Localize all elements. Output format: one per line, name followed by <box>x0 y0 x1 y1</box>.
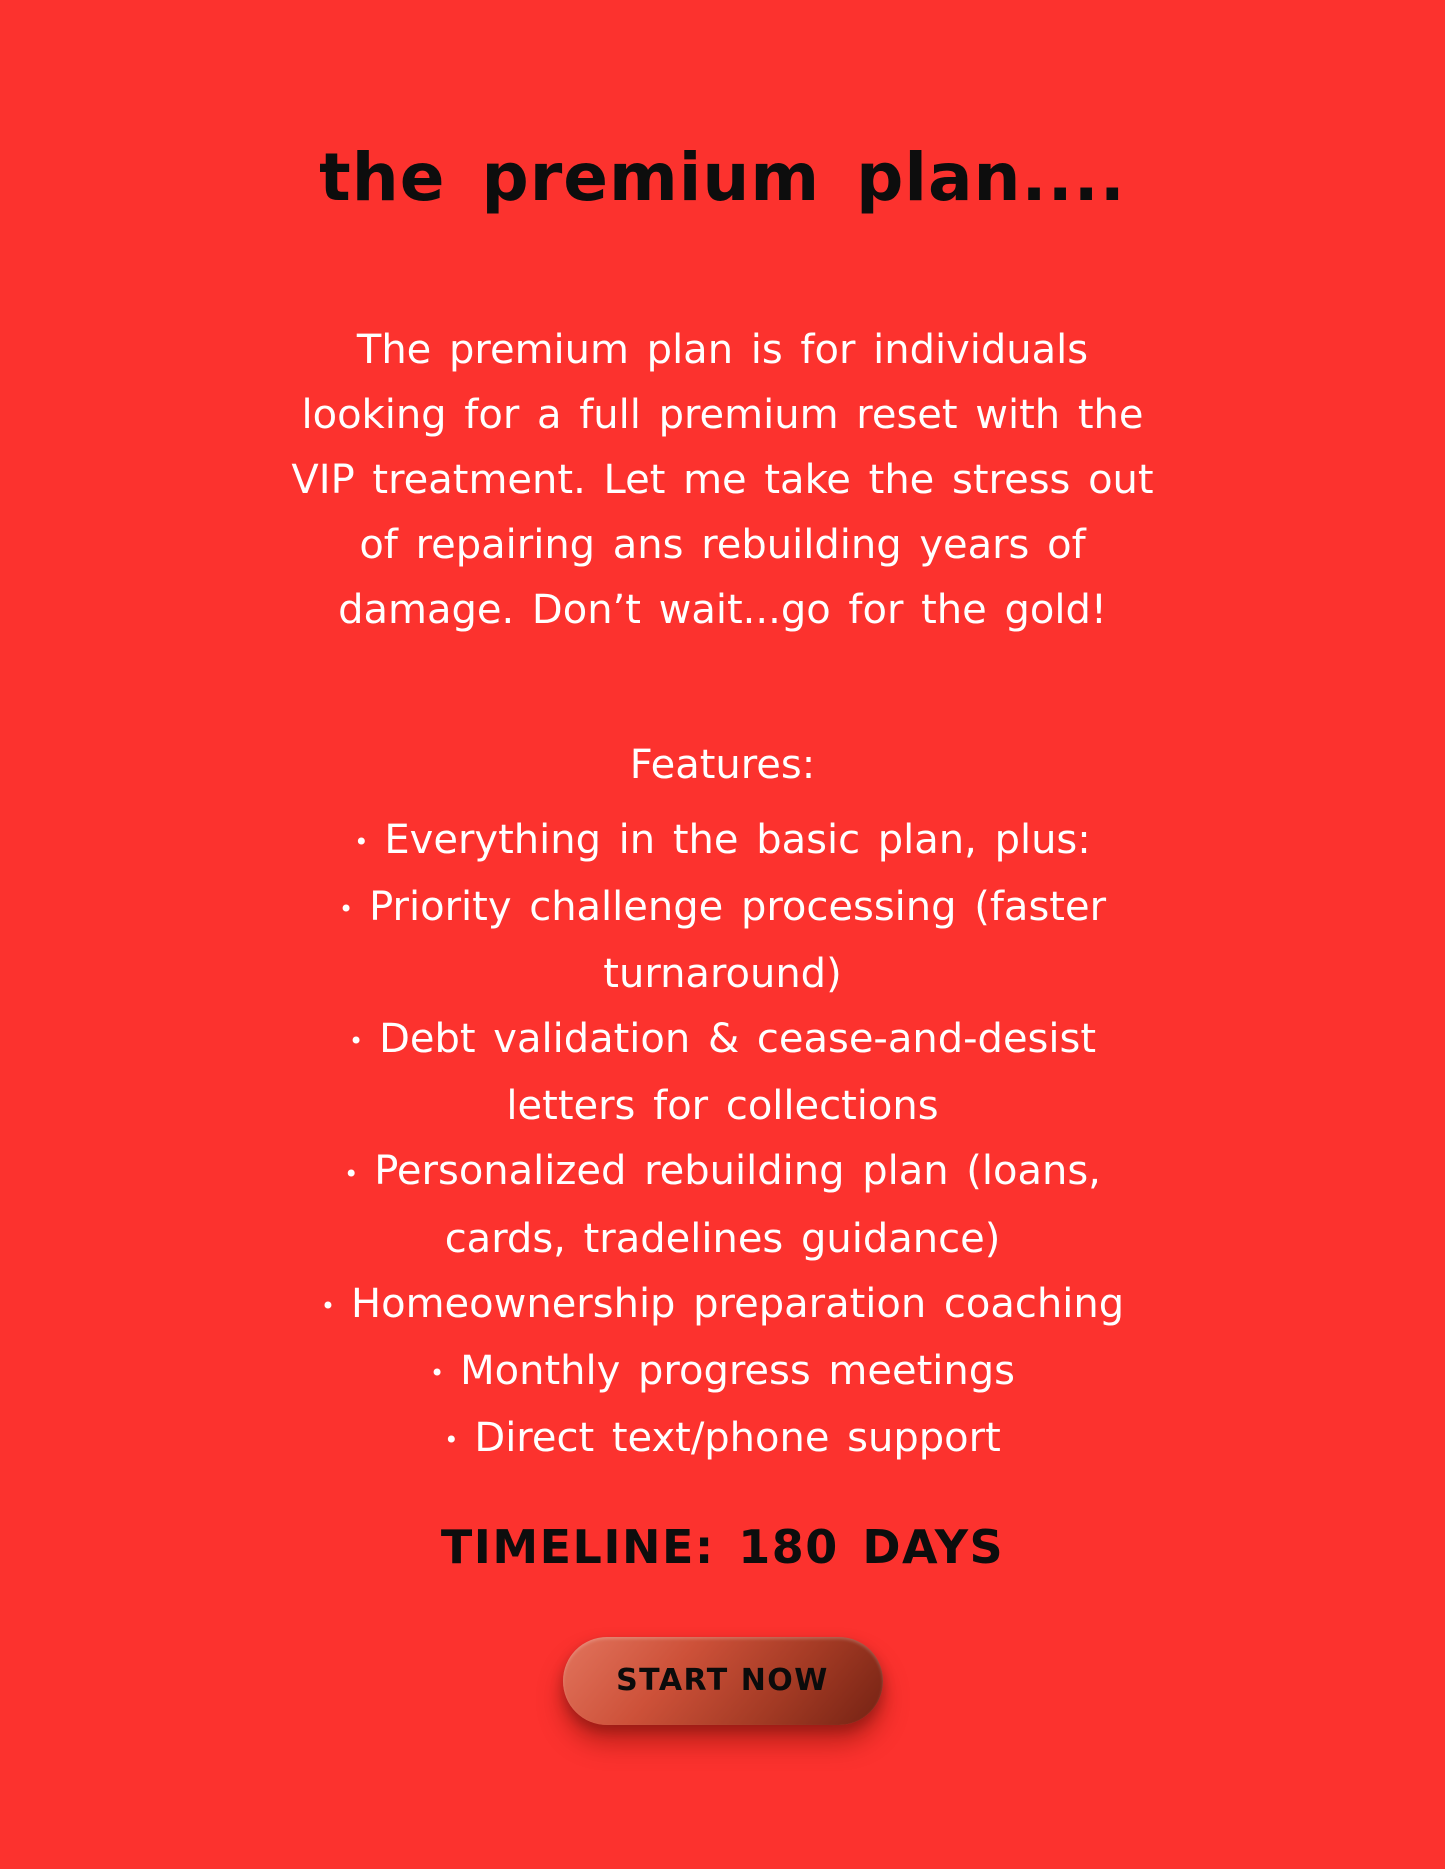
timeline-heading: TIMELINE: 180 DAYS <box>440 1519 1005 1574</box>
bullet-icon: • <box>344 1159 359 1188</box>
feature-text: turnaround) <box>603 951 842 998</box>
features-header: Features: <box>629 742 816 788</box>
bullet-icon: • <box>430 1358 445 1387</box>
intro-line: looking for a full premium reset with the <box>301 392 1144 438</box>
feature-item <box>0 808 1445 875</box>
bullet-icon: • <box>354 828 369 857</box>
start-now-button[interactable]: START NOW <box>563 1637 883 1725</box>
feature-item <box>0 1139 1445 1271</box>
bullet-icon: • <box>348 1027 364 1056</box>
feature-text: Direct text/phone support <box>474 1414 1001 1461</box>
feature-item <box>0 875 1445 1007</box>
intro-line: VIP treatment. Let me take the stress out <box>291 457 1154 503</box>
bullet-icon: • <box>444 1425 459 1454</box>
feature-item <box>0 1406 1445 1473</box>
feature-text: Debt validation & cease-and-desist <box>379 1016 1097 1063</box>
intro-line: The premium plan is for individuals <box>356 327 1089 373</box>
bullet-icon: • <box>338 895 354 924</box>
feature-item <box>0 1339 1445 1406</box>
intro-line: damage. Don’t wait...go for the gold! <box>338 587 1107 633</box>
feature-text: Personalized rebuilding plan (loans, <box>374 1148 1101 1195</box>
feature-text: Priority challenge processing (faster <box>369 884 1107 931</box>
intro-line: of repairing ans rebuilding years of <box>359 522 1086 568</box>
features-section <box>0 733 1445 1473</box>
page-title: the premium plan.... <box>319 139 1126 216</box>
feature-item <box>0 1272 1445 1339</box>
feature-text: Homeownership preparation coaching <box>351 1280 1125 1327</box>
feature-text: letters for collections <box>506 1083 939 1130</box>
feature-text: Monthly progress meetings <box>460 1347 1015 1394</box>
feature-text: Everything in the basic plan, plus: <box>384 817 1091 863</box>
feature-text: cards, tradelines guidance) <box>444 1215 1001 1262</box>
feature-item <box>0 1007 1445 1139</box>
intro-paragraph <box>0 318 1445 643</box>
features-list <box>0 808 1445 1473</box>
bullet-icon: • <box>320 1291 336 1320</box>
